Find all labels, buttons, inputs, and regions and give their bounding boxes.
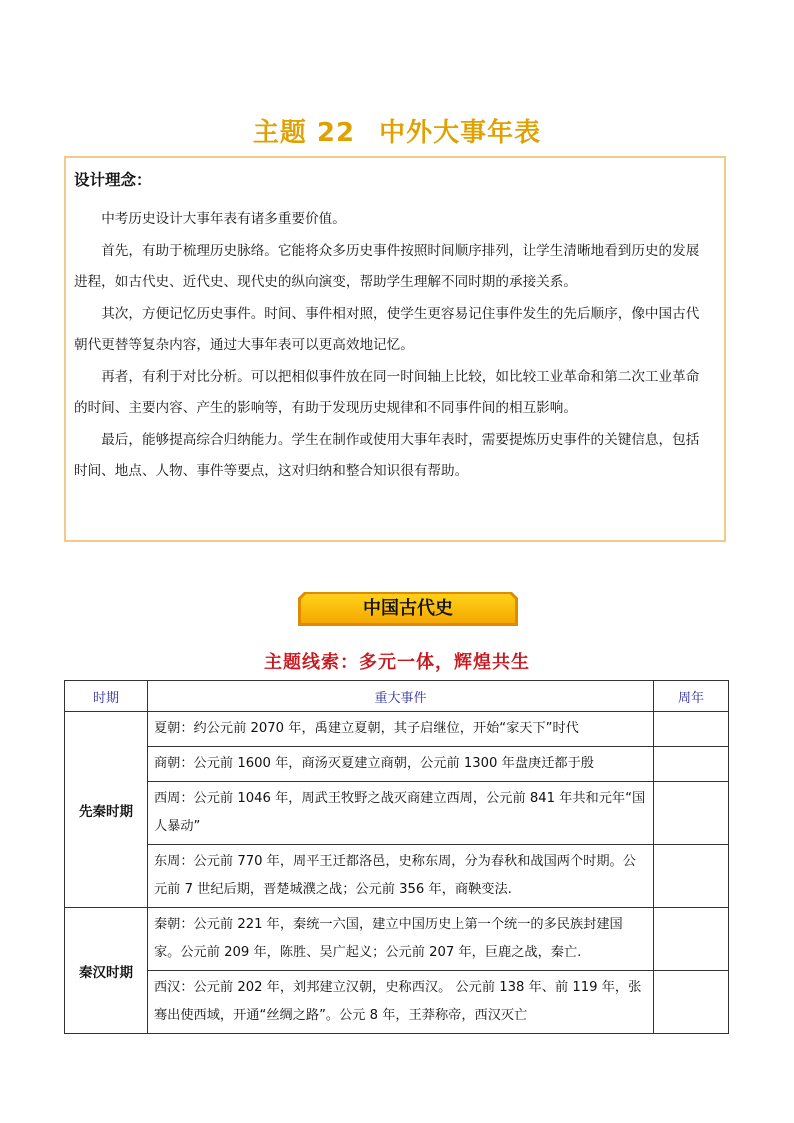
anniversary-cell: [654, 908, 729, 971]
event-cell: 秦朝：公元前 221 年，秦统一六国，建立中国历史上第一个统一的多民族封建国家。公元前 209 年，陈胜、吴广起义；公元前 207 年，巨鹿之战，秦亡.: [148, 908, 654, 971]
design-concept-box: [64, 156, 726, 542]
page-title: [0, 112, 794, 149]
period-cell: 秦汉时期: [65, 908, 148, 1034]
period-cell: 先秦时期: [65, 712, 148, 908]
header-anniversary: 周年: [654, 681, 729, 712]
concept-paragraph: 其次，方便记忆历史事件。时间、事件相对照，使学生更容易记住事件发生的先后顺序，像中国古代朝代更替等复杂内容，通过大事年表可以更高效地记忆。: [74, 305, 700, 353]
event-cell: 东周：公元前 770 年，周平王迁都洛邑，史称东周，分为春秋和战国两个时期。公元前 7 世纪后期，晋楚城濮之战；公元前 356 年，商鞅变法.: [148, 845, 654, 908]
era-badge: [298, 592, 518, 626]
table-header-row: [65, 681, 729, 712]
anniversary-cell: [654, 782, 729, 845]
concept-heading: 设计理念：: [74, 170, 152, 189]
era-label: 中国古代史: [363, 598, 453, 619]
table-row: [65, 712, 729, 747]
header-period: 时期: [65, 681, 148, 712]
anniversary-cell: [654, 845, 729, 908]
header-events: 重大事件: [148, 681, 654, 712]
event-cell: 西周：公元前 1046 年，周武王牧野之战灭商建立西周，公元前 841 年共和元年“国人暴动”: [148, 782, 654, 845]
anniversary-cell: [654, 747, 729, 782]
table-row: [65, 845, 729, 908]
events-table: [64, 680, 729, 1034]
concept-paragraph: 首先，有助于梳理历史脉络。它能将众多历史事件按照时间顺序排列，让学生清晰地看到历史的发展进程，如古代史、近代史、现代史的纵向演变，帮助学生理解不同时期的承接关系。: [74, 242, 700, 290]
event-cell: 商朝：公元前 1600 年，商汤灭夏建立商朝，公元前 1300 年盘庚迁都于殷: [148, 747, 654, 782]
table-row: [65, 971, 729, 1034]
event-cell: 夏朝：约公元前 2070 年，禹建立夏朝，其子启继位，开始“家天下”时代: [148, 712, 654, 747]
table-row: [65, 782, 729, 845]
event-cell: 西汉：公元前 202 年，刘邦建立汉朝，史称西汉。 公元前 138 年、前 119 年，张骞出使西域，开通“丝绸之路”。公元 8 年，王莽称帝，西汉灭亡: [148, 971, 654, 1034]
anniversary-cell: [654, 971, 729, 1034]
topic-name: 中外大事年表: [379, 118, 542, 148]
anniversary-cell: [654, 712, 729, 747]
theme-thread: 主题线索：多元一体，辉煌共生: [264, 652, 530, 673]
concept-paragraph: 再者，有利于对比分析。可以把相似事件放在同一时间轴上比较，如比较工业革命和第二次工业革命的时间、主要内容、产生的影响等，有助于发现历史规律和不同事件间的相互影响。: [74, 368, 700, 416]
table-row: [65, 908, 729, 971]
concept-paragraph: 中考历史设计大事年表有诸多重要价值。: [101, 211, 346, 227]
concept-paragraph: 最后，能够提高综合归纳能力。学生在制作或使用大事年表时，需要提炼历史事件的关键信息，包括时间、地点、人物、事件等要点，这对归纳和整合知识很有帮助。: [74, 431, 700, 479]
table-row: [65, 747, 729, 782]
topic-number: 主题 22: [252, 118, 356, 148]
